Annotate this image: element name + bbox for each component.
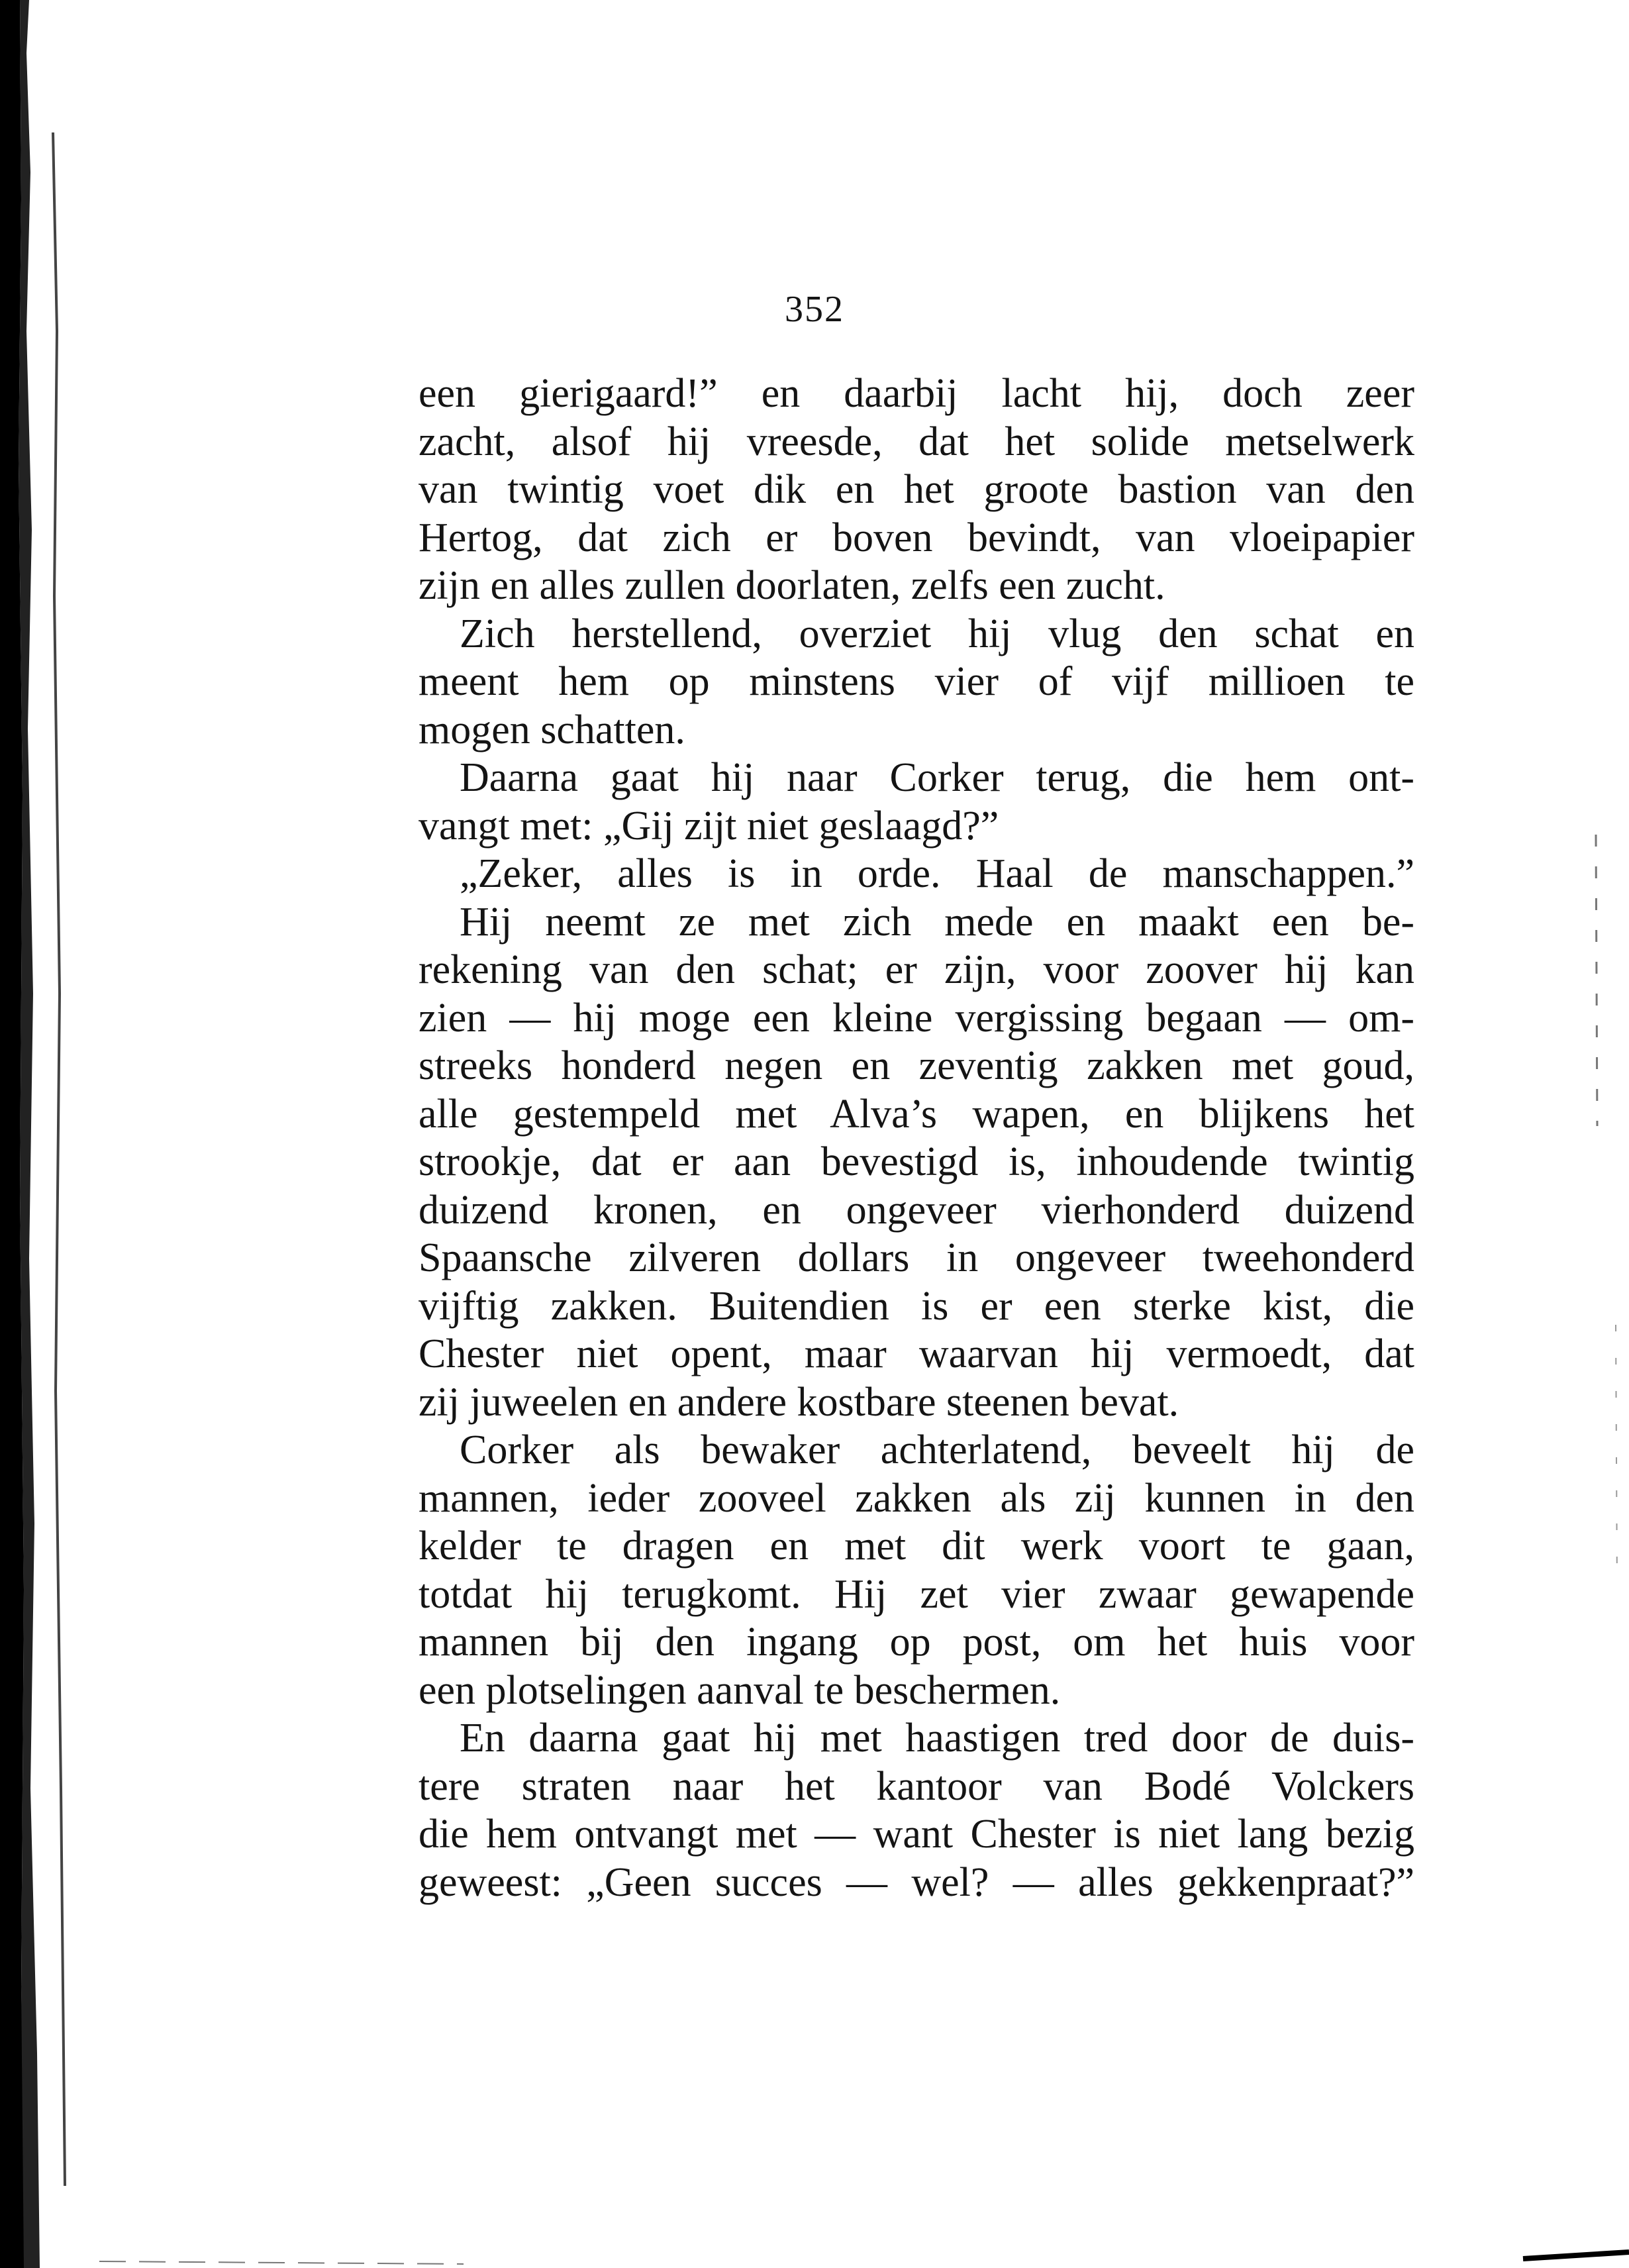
text-line: mogen schatten. bbox=[419, 707, 685, 752]
text-line: alle gestempeld met Alva’s wapen, en blijkens het bbox=[419, 1091, 1414, 1137]
text-line: rekening van den schat; er zijn, voor zoover hij kan bbox=[419, 947, 1414, 992]
text-line: Hij neemt ze met zich mede en maakt een be- bbox=[460, 899, 1414, 945]
page-number: 352 bbox=[785, 289, 844, 330]
text-line: mannen bij den ingang op post, om het huis voor bbox=[419, 1620, 1414, 1665]
body-text bbox=[419, 370, 1414, 1906]
text-line: totdat hij terugkomt. Hij zet vier zwaar gewapende bbox=[419, 1571, 1414, 1617]
text-line: En daarna gaat hij met haastigen tred door de duis- bbox=[460, 1716, 1414, 1761]
text-line: meent hem op minstens vier of vijf millioen te bbox=[419, 659, 1414, 704]
text-line: strookje, dat er aan bevestigd is, inhoudende twintig bbox=[419, 1139, 1414, 1184]
text-line: van twintig voet dik en het groote bastion van den bbox=[419, 467, 1414, 512]
text-line: zijn en alles zullen doorlaten, zelfs een zucht. bbox=[419, 563, 1165, 608]
text-line: mannen, ieder zooveel zakken als zij kunnen in den bbox=[419, 1475, 1414, 1521]
text-line: Zich herstellend, overziet hij vlug den schat en bbox=[460, 611, 1414, 656]
text-line: Daarna gaat hij naar Corker terug, die hem ont- bbox=[460, 755, 1414, 800]
text-line: Hertog, dat zich er boven bevindt, van vloeipapier bbox=[419, 515, 1414, 560]
text-line: vangt met: „Gij zijt niet geslaagd?” bbox=[419, 803, 999, 849]
text-line: die hem ontvangt met — want Chester is niet lang bezig bbox=[419, 1812, 1414, 1857]
text-line: een gierigaard!” en daarbij lacht hij, doch zeer bbox=[419, 371, 1414, 416]
text-line: kelder te dragen en met dit werk voort te gaan, bbox=[419, 1523, 1414, 1569]
text-line: „Zeker, alles is in orde. Haal de manschappen.” bbox=[460, 851, 1414, 896]
text-line: Spaansche zilveren dollars in ongeveer tweehonderd bbox=[419, 1235, 1414, 1280]
text-line: een plotselingen aanval te beschermen. bbox=[419, 1667, 1061, 1713]
text-line: duizend kronen, en ongeveer vierhonderd duizend bbox=[419, 1187, 1414, 1233]
text-line: zacht, alsof hij vreesde, dat het solide metselwerk bbox=[419, 419, 1414, 464]
text-line: tere straten naar het kantoor van Bodé Volckers bbox=[419, 1763, 1414, 1809]
text-line: Corker als bewaker achterlatend, beveelt hij de bbox=[460, 1427, 1414, 1472]
text-line: zien — hij moge een kleine vergissing begaan — om- bbox=[419, 995, 1414, 1041]
text-line: streeks honderd negen en zeventig zakken met goud, bbox=[419, 1043, 1414, 1088]
text-line: geweest: „Geen succes — wel? — alles gekkenpraat?” bbox=[419, 1859, 1414, 1905]
text-line: Chester niet opent, maar waarvan hij vermoedt, dat bbox=[419, 1331, 1414, 1376]
text-line: zij juweelen en andere kostbare steenen bevat. bbox=[419, 1379, 1179, 1425]
text-line: vijftig zakken. Buitendien is er een sterke kist, die bbox=[419, 1283, 1414, 1329]
